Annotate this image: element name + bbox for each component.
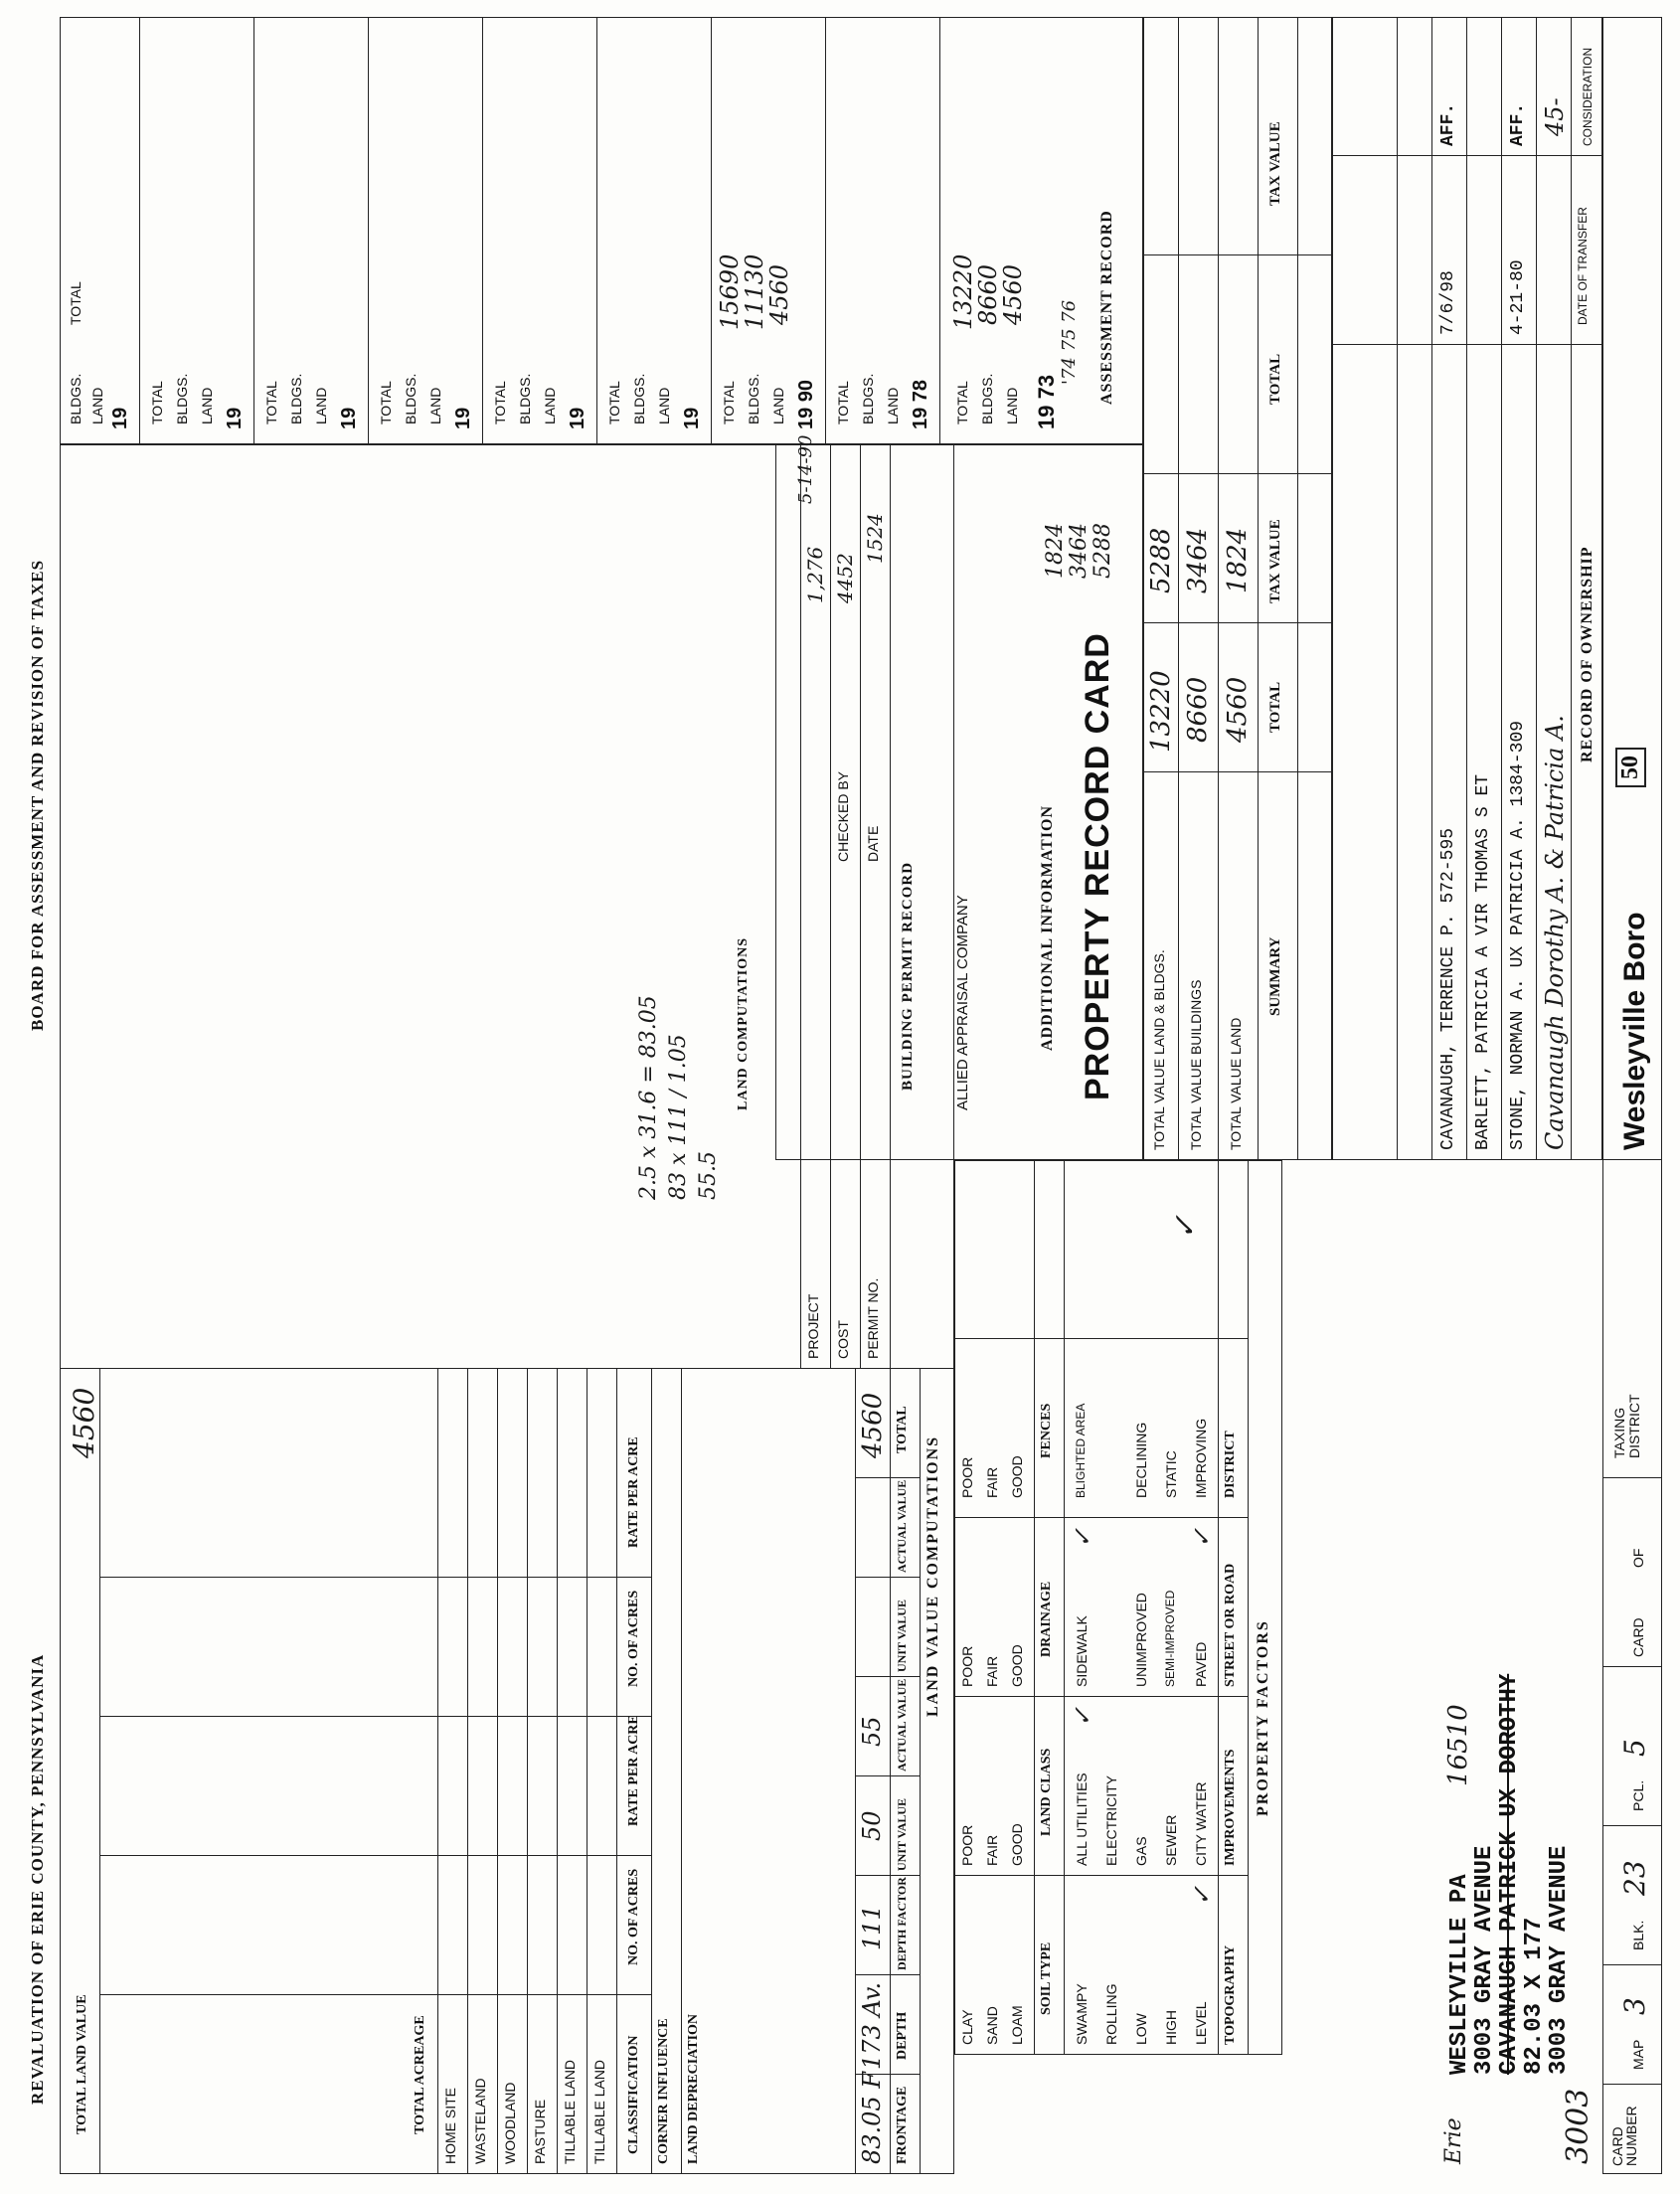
handwritten-figures bbox=[1044, 523, 1115, 579]
municipality: Wesleyville Boro bbox=[1618, 912, 1651, 1150]
permit-no-label: PERMIT NO. bbox=[865, 1277, 881, 1359]
soil-clay: CLAY bbox=[959, 2009, 975, 2045]
zip-handwritten: 16510 bbox=[1443, 1704, 1473, 1786]
handwritten-street: 3003 bbox=[1561, 2088, 1596, 2164]
handwritten-permit: 1524 bbox=[863, 513, 887, 564]
address-line4: 3003 GRAY AVENUE bbox=[1471, 1845, 1498, 2075]
assessment-9-total: TOTAL bbox=[68, 281, 84, 325]
owner-row-4: CAVANAUGH, TERRENCE P. 572-595 bbox=[1438, 827, 1458, 1150]
assessment-7-land: LAND bbox=[313, 387, 329, 424]
class-pasture: PASTURE bbox=[532, 2099, 548, 2164]
col-frontage: FRONTAGE bbox=[895, 2086, 910, 2164]
land-class-fair: FAIR bbox=[984, 1834, 1000, 1866]
land-class-header: LAND CLASS bbox=[1039, 1748, 1054, 1836]
assessment-9-bldgs: BLDGS. bbox=[68, 373, 84, 424]
blk-value: 23 bbox=[1618, 1860, 1651, 1896]
assessment-year-4: 19 bbox=[681, 407, 703, 429]
owner-row-2-date: 4-21-80 bbox=[1508, 259, 1528, 335]
property-record-card-title: PROPERTY RECORD CARD bbox=[1079, 632, 1116, 1100]
col-depth-factor: DEPTH FACTOR bbox=[895, 1877, 909, 1970]
street-sidewalk: SIDEWALK bbox=[1074, 1615, 1090, 1687]
fences-header: FENCES bbox=[1039, 1403, 1054, 1458]
assessment-6-land: LAND bbox=[427, 387, 443, 424]
street-paved: PAVED bbox=[1193, 1641, 1209, 1687]
soil-sand: SAND bbox=[984, 2006, 1000, 2045]
drainage-good: GOOD bbox=[1009, 1644, 1025, 1687]
assessment-1-land: LAND bbox=[1004, 387, 1020, 424]
assessment-5-bldgs: BLDGS. bbox=[517, 373, 533, 424]
summary-total-label: TOTAL VALUE LAND & BLDGS. bbox=[1151, 949, 1167, 1150]
owner-row-2-consideration: AFF. bbox=[1508, 102, 1528, 146]
summary-total-header-2: TOTAL bbox=[1267, 353, 1283, 405]
consideration-header: CONSIDERATION bbox=[1581, 47, 1595, 146]
summary-title: SUMMARY bbox=[1267, 936, 1283, 1016]
col-unit-value: UNIT VALUE bbox=[895, 1797, 909, 1871]
assessment-3-bldgs: BLDGS. bbox=[746, 373, 761, 424]
stamp-year-2: 75 bbox=[1059, 328, 1080, 352]
total-acreage-label: TOTAL ACREAGE bbox=[413, 2015, 427, 2134]
address-line1: 3003 GRAY AVENUE bbox=[1546, 1845, 1573, 2075]
street-header: STREET OR ROAD bbox=[1223, 1563, 1238, 1687]
assessment-1-total: TOTAL bbox=[954, 381, 970, 424]
assessment-4-land: LAND bbox=[656, 387, 672, 424]
assessment-year-3: 19 90 bbox=[795, 379, 817, 429]
assessment-7-total: TOTAL bbox=[263, 381, 279, 424]
summary-land-tax: 1824 bbox=[1223, 527, 1253, 593]
summary-buildings-tax: 3464 bbox=[1183, 527, 1213, 593]
improvement-electricity: ELECTRICITY bbox=[1103, 1774, 1119, 1866]
col-no-acres-2: NO. OF ACRES bbox=[626, 1590, 641, 1687]
assessment-year-2: 19 78 bbox=[910, 379, 931, 429]
check-icon: ✓ bbox=[1188, 1885, 1216, 1906]
total-land-value: 4560 bbox=[68, 1387, 100, 1458]
drainage-header: DRAINAGE bbox=[1039, 1581, 1054, 1657]
assessment-1-total-value: 13220 bbox=[949, 253, 977, 330]
assessment-year-9: 19 bbox=[109, 407, 131, 429]
assessment-5-total: TOTAL bbox=[492, 381, 508, 424]
assessment-6-bldgs: BLDGS. bbox=[403, 373, 419, 424]
topography-rolling: ROLLING bbox=[1103, 1983, 1119, 2045]
class-tillable-2: TILLABLE LAND bbox=[562, 2059, 578, 2164]
checked-by-label: CHECKED BY bbox=[835, 770, 851, 862]
district-static: STATIC bbox=[1163, 1450, 1179, 1498]
land-depreciation-label: LAND DEPRECIATION bbox=[686, 2013, 701, 2164]
assessment-year-5: 19 bbox=[567, 407, 588, 429]
col-actual-value-2: ACTUAL VALUE bbox=[895, 1479, 909, 1573]
fences-poor: POOR bbox=[959, 1456, 975, 1498]
topography-level: LEVEL bbox=[1193, 2001, 1209, 2045]
assessment-4-bldgs: BLDGS. bbox=[631, 373, 647, 424]
depth-factor-value: 111 bbox=[858, 1905, 886, 1950]
land-class-good: GOOD bbox=[1009, 1823, 1025, 1866]
topography-high: HIGH bbox=[1163, 2010, 1179, 2045]
check-icon: ✓ bbox=[1069, 1706, 1096, 1727]
assessment-3-land: LAND bbox=[770, 387, 786, 424]
col-classification: CLASSIFICATION bbox=[626, 2035, 641, 2154]
class-wasteland: WASTELAND bbox=[472, 2078, 488, 2164]
summary-total-tax: 5288 bbox=[1146, 527, 1176, 593]
summary-tax-header-2: TAX VALUE bbox=[1267, 121, 1283, 206]
address-line3: CAVANAUGH PATRICK UX DOROTHY bbox=[1496, 1673, 1523, 2075]
check-icon: ✓ bbox=[1188, 1527, 1216, 1548]
handwritten-figure-1: 1824 bbox=[1043, 523, 1068, 579]
computation-note-1: 55.5 bbox=[696, 1151, 721, 1200]
total-land-value-label: TOTAL LAND VALUE bbox=[75, 1994, 89, 2134]
class-woodland: WOODLAND bbox=[502, 2082, 518, 2164]
class-home-site: HOME SITE bbox=[442, 2087, 458, 2164]
assessment-3-land-value: 4560 bbox=[765, 263, 793, 325]
total-value: 4560 bbox=[858, 1392, 888, 1458]
improvement-all-utilities: ALL UTILITIES bbox=[1074, 1772, 1090, 1866]
summary-total-total: 13220 bbox=[1146, 670, 1176, 753]
address-line5: WESLEYVILLE PA bbox=[1446, 1874, 1473, 2075]
assessment-2-bldgs: BLDGS. bbox=[860, 373, 876, 424]
assessment-8-bldgs: BLDGS. bbox=[174, 373, 190, 424]
soil-header: SOIL TYPE bbox=[1039, 1941, 1054, 2015]
soil-loam: LOAM bbox=[1009, 2005, 1025, 2045]
assessment-3-total-value: 15690 bbox=[716, 253, 744, 330]
fences-good: GOOD bbox=[1009, 1455, 1025, 1498]
assessment-year-7: 19 bbox=[338, 407, 360, 429]
actual-value-value: 55 bbox=[858, 1716, 886, 1747]
footer-right: BOARD FOR ASSESSMENT AND REVISION OF TAXES bbox=[28, 559, 47, 1031]
fences-fair: FAIR bbox=[984, 1466, 1000, 1498]
stamp-years bbox=[1059, 300, 1080, 385]
owner-row-4-date: 7/6/98 bbox=[1438, 270, 1458, 335]
street-semi-improved: SEMI-IMPROVED bbox=[1163, 1590, 1177, 1687]
check-icon: ✓ bbox=[1168, 1214, 1203, 1240]
address-line2: 82.03 X 177 bbox=[1521, 1917, 1548, 2075]
stamp-date: 5-14-90 bbox=[795, 434, 816, 504]
pcl-label: PCL. bbox=[1630, 1779, 1646, 1811]
stamp-year-1: '74 bbox=[1059, 357, 1080, 385]
corner-influence-label: CORNER INFLUENCE bbox=[656, 2018, 671, 2164]
card-number-label: CARD NUMBER bbox=[1609, 2106, 1639, 2166]
land-computations-label: LAND COMPUTATIONS bbox=[736, 937, 751, 1110]
improvement-gas: GAS bbox=[1133, 1836, 1149, 1866]
land-class-poor: POOR bbox=[959, 1824, 975, 1866]
summary-land-label: TOTAL VALUE LAND bbox=[1228, 1017, 1244, 1150]
topography-swampy: SWAMPY bbox=[1074, 1983, 1090, 2045]
footer-left: REVALUATION OF ERIE COUNTY, PENNSYLVANIA bbox=[28, 1653, 47, 2105]
summary-total-header: TOTAL bbox=[1267, 681, 1283, 733]
owner-row-1-consideration: 45- bbox=[1541, 97, 1569, 136]
allied-company: ALLIED APPRAISAL COMPANY bbox=[954, 895, 971, 1110]
improvements-header: IMPROVEMENTS bbox=[1223, 1749, 1238, 1866]
of-label: OF bbox=[1630, 1548, 1646, 1568]
district-header: DISTRICT bbox=[1223, 1431, 1238, 1498]
frontage-value: 83.05 F bbox=[858, 2072, 886, 2164]
computation-note-2: 83 x 111 / 1.05 bbox=[666, 1034, 691, 1200]
pcl-value: 5 bbox=[1618, 1739, 1651, 1757]
col-no-acres: NO. OF ACRES bbox=[626, 1868, 641, 1965]
map-value: 3 bbox=[1618, 1997, 1651, 2015]
assessment-1-bldgs-value: 8660 bbox=[974, 263, 1002, 325]
improvement-city-water: CITY WATER bbox=[1193, 1781, 1209, 1866]
owner-row-2: STONE, NORMAN A. UX PATRICIA A. 1384-309 bbox=[1508, 720, 1528, 1150]
date-of-transfer-header: DATE OF TRANSFER bbox=[1576, 207, 1590, 325]
handwritten-date: 4452 bbox=[833, 553, 857, 603]
owner-row-3: BARLETT, PATRICIA A VIR THOMAS S ET bbox=[1473, 773, 1493, 1150]
class-tillable-1: TILLABLE LAND bbox=[591, 2059, 607, 2164]
handwritten-cost: 1,276 bbox=[803, 546, 827, 603]
assessment-1-bldgs: BLDGS. bbox=[979, 373, 995, 424]
summary-land-total: 4560 bbox=[1223, 676, 1253, 743]
col-rate-acre-2: RATE PER ACRE bbox=[626, 1436, 641, 1548]
land-value-area bbox=[60, 444, 954, 2174]
assessment-8-total: TOTAL bbox=[149, 381, 165, 424]
map-label: MAP bbox=[1630, 2039, 1646, 2070]
land-value-title: LAND VALUE COMPUTATIONS bbox=[924, 1435, 941, 1717]
assessment-9-land: LAND bbox=[89, 387, 105, 424]
cost-label: COST bbox=[835, 1320, 851, 1359]
district-declining: DECLINING bbox=[1133, 1422, 1149, 1498]
assessment-3-bldgs-value: 11130 bbox=[741, 253, 768, 330]
assessment-year-8: 19 bbox=[224, 407, 246, 429]
assessment-year-6: 19 bbox=[452, 407, 474, 429]
assessment-8-land: LAND bbox=[199, 387, 215, 424]
computation-note-3: 2.5 x 31.6 = 83.05 bbox=[636, 995, 661, 1200]
handwritten-figure-3: 5288 bbox=[1091, 523, 1115, 579]
drainage-poor: POOR bbox=[959, 1645, 975, 1687]
property-factors-title: PROPERTY FACTORS bbox=[1255, 1619, 1271, 1816]
stamp-year-3: 76 bbox=[1059, 299, 1080, 323]
permit-date-label: DATE bbox=[865, 825, 881, 862]
assessment-6-total: TOTAL bbox=[378, 381, 394, 424]
topography-header: TOPOGRAPHY bbox=[1223, 1944, 1238, 2045]
street-unimproved: UNIMPROVED bbox=[1133, 1593, 1149, 1687]
assessment-7-bldgs: BLDGS. bbox=[288, 373, 304, 424]
building-permit-title: BUILDING PERMIT RECORD bbox=[900, 861, 916, 1091]
assessment-1-land-value: 4560 bbox=[999, 263, 1027, 325]
ownership-title: RECORD OF OWNERSHIP bbox=[1579, 546, 1596, 762]
improvement-sewer: SEWER bbox=[1163, 1814, 1179, 1866]
blk-label: BLK. bbox=[1630, 1920, 1646, 1950]
assessment-2-land: LAND bbox=[885, 387, 901, 424]
assessment-3-total: TOTAL bbox=[721, 381, 737, 424]
summary-tax-header: TAX VALUE bbox=[1267, 519, 1283, 603]
unit-value-value: 50 bbox=[858, 1810, 886, 1841]
owner-row-4-consideration: AFF. bbox=[1438, 102, 1458, 146]
col-rate-acre: RATE PER ACRE bbox=[626, 1715, 641, 1826]
col-actual-value: ACTUAL VALUE bbox=[895, 1678, 909, 1772]
col-total: TOTAL bbox=[895, 1406, 910, 1453]
handwritten-figure-2: 3464 bbox=[1067, 523, 1092, 579]
depth-value: 173 Av. bbox=[858, 1981, 886, 2070]
card-label: CARD bbox=[1630, 1617, 1646, 1657]
summary-buildings-label: TOTAL VALUE BUILDINGS bbox=[1188, 979, 1204, 1150]
owner-row-1: Cavanaugh Dorothy A. & Patricia A. bbox=[1541, 715, 1569, 1150]
district-blighted: BLIGHTED AREA bbox=[1074, 1403, 1088, 1498]
drainage-fair: FAIR bbox=[984, 1655, 1000, 1687]
assessment-2-total: TOTAL bbox=[835, 381, 851, 424]
topography-low: LOW bbox=[1133, 2013, 1149, 2045]
col-depth: DEPTH bbox=[895, 2011, 910, 2060]
assessment-year-1: 19 73 bbox=[1034, 374, 1059, 429]
taxing-district-label: TAXING DISTRICT bbox=[1611, 1394, 1642, 1458]
card-count-box: 50 bbox=[1615, 748, 1646, 787]
assessment-4-total: TOTAL bbox=[606, 381, 622, 424]
col-unit-value-2: UNIT VALUE bbox=[895, 1599, 909, 1672]
assessment-title: ASSESSMENT RECORD bbox=[1098, 210, 1115, 405]
summary-buildings-total: 8660 bbox=[1183, 676, 1213, 743]
assessment-5-land: LAND bbox=[542, 387, 558, 424]
project-label: PROJECT bbox=[805, 1293, 821, 1359]
additional-information: ADDITIONAL INFORMATION bbox=[1039, 804, 1056, 1051]
check-icon: ✓ bbox=[1069, 1527, 1096, 1548]
address-annotation: Erie bbox=[1441, 2117, 1466, 2164]
district-improving: IMPROVING bbox=[1193, 1418, 1209, 1498]
